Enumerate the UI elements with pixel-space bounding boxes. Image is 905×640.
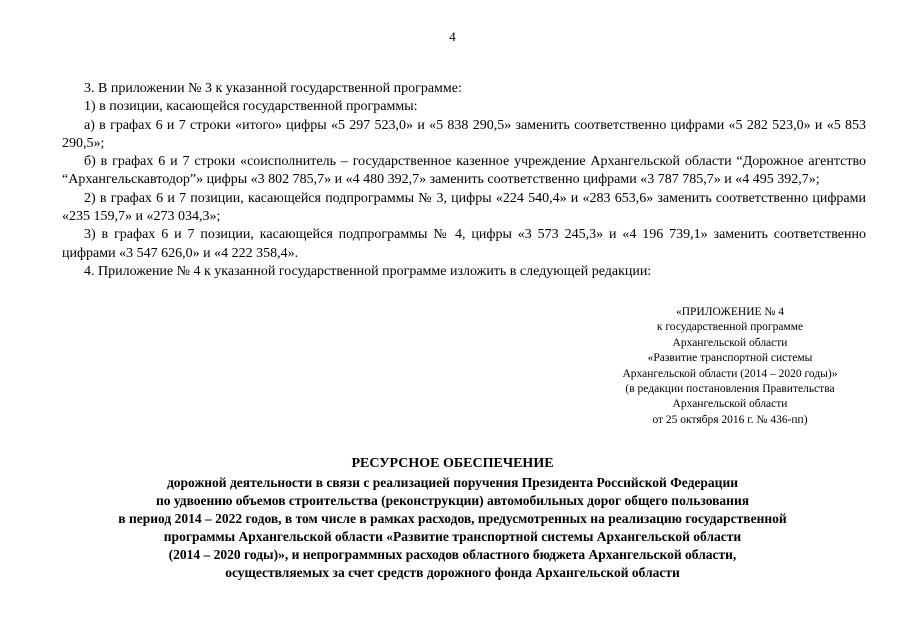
document-title-block	[0, 455, 905, 581]
appendix-line: от 25 октября 2016 г. № 436-пп)	[652, 413, 808, 426]
paragraph-item-3: 3. В приложении № 3 к указанной государственной программе:	[84, 81, 462, 96]
appendix-line: Архангельской области (2014 – 2020 годы)»	[622, 367, 838, 380]
document-subtitle-line: в период 2014 – 2022 годов, в том числе в рамках расходов, предусмотренных на реализацию государственной	[118, 510, 787, 526]
paragraph-subitem-a: а) в графах 6 и 7 строки «итого» цифры «5 297 523,0» и «5 838 290,5» заменить соответственно цифрами «5 282 523,0» и «5 853 290,5»;	[62, 117, 866, 151]
appendix-line: «ПРИЛОЖЕНИЕ № 4	[675, 306, 784, 318]
document-subtitle-line: осуществляемых за счет средств дорожного фонда Архангельской области	[225, 564, 680, 580]
document-body	[62, 80, 866, 281]
page-number: 4	[449, 29, 456, 44]
document-subtitle-line: дорожной деятельности в связи с реализацией поручения Президента Российской Федерации	[166, 475, 739, 490]
appendix-heading	[580, 305, 880, 428]
paragraph-subitem-1: 1) в позиции, касающейся государственной программы:	[84, 99, 418, 115]
paragraph-subitem-b: б) в графах 6 и 7 строки «соисполнитель – государственное казенное учреждение Архангельской области “Дорожное агентство “Архангельскавтодор”» цифры «3 802 785,7» и «4 480 392,7» заменить соответственно цифрами «3 787 785,7» и «4 495 392,7»;	[62, 154, 866, 188]
paragraph-subitem-2: 2) в графах 6 и 7 позиции, касающейся подпрограммы № 3, цифры «224 540,4» и «283 653,6» заменить соответственно цифрами «235 159,7» и «273 034,3»;	[62, 190, 866, 225]
paragraph-subitem-3: 3) в графах 6 и 7 позиции, касающейся подпрограммы № 4, цифры «3 573 245,3» и «4 196 739,1» заменить соответственно цифрами «3 547 626,0» и «4 222 358,4».	[62, 227, 866, 261]
document-subtitle-line: (2014 – 2020 годы)», и непрограммных расходов областного бюджета Архангельской области,	[168, 546, 737, 562]
paragraph-item-4: 4. Приложение № 4 к указанной государственной программе изложить в следующей редакции:	[84, 263, 652, 279]
document-title: РЕСУРСНОЕ ОБЕСПЕЧЕНИЕ	[351, 456, 554, 471]
document-subtitle-line: программы Архангельской области «Развитие транспортной системы Архангельской области	[163, 528, 742, 544]
appendix-line: Архангельской области	[672, 336, 788, 349]
appendix-line: к государственной программе	[656, 321, 804, 334]
appendix-line: (в редакции постановления Правительства	[625, 383, 835, 396]
document-subtitle-line: по удвоению объемов строительства (реконструкции) автомобильных дорог общего пользования	[155, 492, 750, 508]
appendix-line: Архангельской области	[672, 398, 788, 411]
appendix-line: «Развитие транспортной системы	[647, 352, 813, 365]
